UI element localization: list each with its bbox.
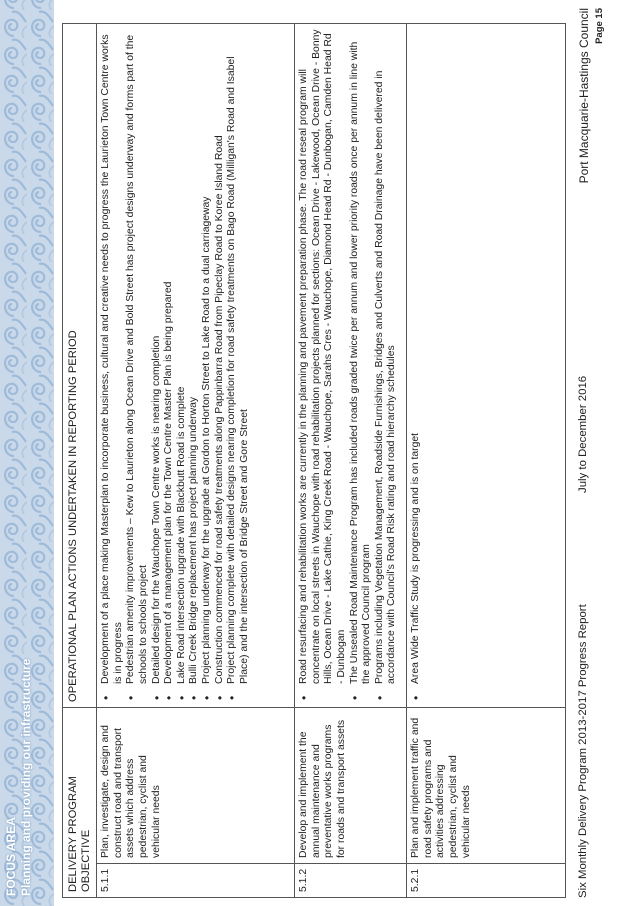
action-item: • The Unsealed Road Maintenance Program has included roads graded twice per annum and lower priority roads once per annum in line with the approved Council program: [349, 29, 374, 684]
header-actions: OPERATIONAL PLAN ACTIONS UNDERTAKEN IN REPORTING PERIOD: [63, 24, 97, 708]
objective-number: 5.2.1: [407, 864, 566, 898]
footer-page-number: Page 15: [594, 8, 605, 44]
footer-period: July to December 2016: [577, 375, 589, 493]
action-item: • Construction commenced for road safety treatments along Pappinbarra Road from Pipeclay Road to Koree Island Road: [214, 29, 227, 684]
action-item: • Detailed design for the Wauchope Town Centre works is nearing completion: [151, 29, 164, 684]
table-row: [97, 24, 295, 898]
banner-title: FOCUS AREA: [4, 817, 18, 896]
action-item: • Project planning underway for the upgrade at Gordon to Horton Street to Lake Road to a dual carriageway: [201, 29, 214, 684]
focus-area-banner: [0, 0, 54, 906]
table-row: [295, 24, 407, 898]
action-item: • Development of a management plan for the Town Centre Master Plan is being prepared: [163, 29, 176, 684]
objective-number: 5.1.2: [295, 864, 407, 898]
actions-cell: [407, 24, 566, 708]
action-item: • Area Wide Traffic Study is progressing and is on target: [410, 29, 423, 684]
action-item: • Bulli Creek Bridge replacement has project planning underway: [188, 29, 201, 684]
objective-text: Plan, investigate, design and construct road and transport assets which address pedestrian, cyclist and vehicular needs: [97, 708, 295, 864]
action-item: • Project planning complete with detailed designs nearing completion for road safety treatments on Bago Road (Milligan's Road and Isabel Place) and the intersection of Bridge Street and Gore Street: [226, 29, 251, 684]
objective-number: 5.1.1: [97, 864, 295, 898]
objective-text: Develop and implement the annual maintenance and preventative works programs for roads and transport assets: [295, 708, 407, 864]
action-item: • Lake Road intersection upgrade with Blackbutt Road is complete: [176, 29, 189, 684]
objective-text: Plan and implement traffic and road safety programs and activities addressing pedestrian, cyclist and vehicular needs: [407, 708, 566, 864]
action-item: • Development of a place making Masterplan to incorporate business, cultural and creative needs to progress the Laurieton Town Centre works is in progress: [100, 29, 125, 684]
actions-list: [298, 29, 399, 702]
page-footer: [577, 8, 625, 898]
banner-subtitle: Planning and providing our infrastructure: [19, 658, 33, 896]
progress-table: [62, 23, 566, 898]
footer-council-name: Port Macquarie-Hastings Council: [577, 8, 591, 184]
header-objective: DELIVERY PROGRAM OBJECTIVE: [63, 708, 97, 898]
actions-cell: [97, 24, 295, 708]
action-item: • Pedestrian amenity improvements – Kew to Laurieton along Ocean Drive and Bold Street has project designs underway and forms part of the schools to schools project: [125, 29, 150, 684]
actions-list: [410, 29, 423, 702]
action-item: • Programs including Vegetation Management, Roadside Furnishings, Bridges and Culverts and Road Drainage have been delivered in accordance with Council's Road Risk rating and road hierarchy schedules: [374, 29, 399, 684]
actions-list: [100, 29, 251, 702]
table-row: [407, 24, 566, 898]
footer-report-title: Six Monthly Delivery Program 2013-2017 Progress Report: [577, 604, 589, 898]
action-item: • Road resurfacing and rehabilitation works are currently in the planning and pavement preparation phase. The road reseal program will concentrate on local streets in Wauchope with road rehabilitation projects planned for sections: Ocean Drive - Lakewood, Ocean Drive - Bonny Hills, Ocean Drive - Lake Cathie, King Creek Road - Wauchope, Sarahs Cres - Wauchope, Diamond Head Rd - Dunbogan, Camden Head Rd - Dunbogan: [298, 29, 348, 684]
actions-cell: [295, 24, 407, 708]
table-header-row: [63, 24, 97, 898]
